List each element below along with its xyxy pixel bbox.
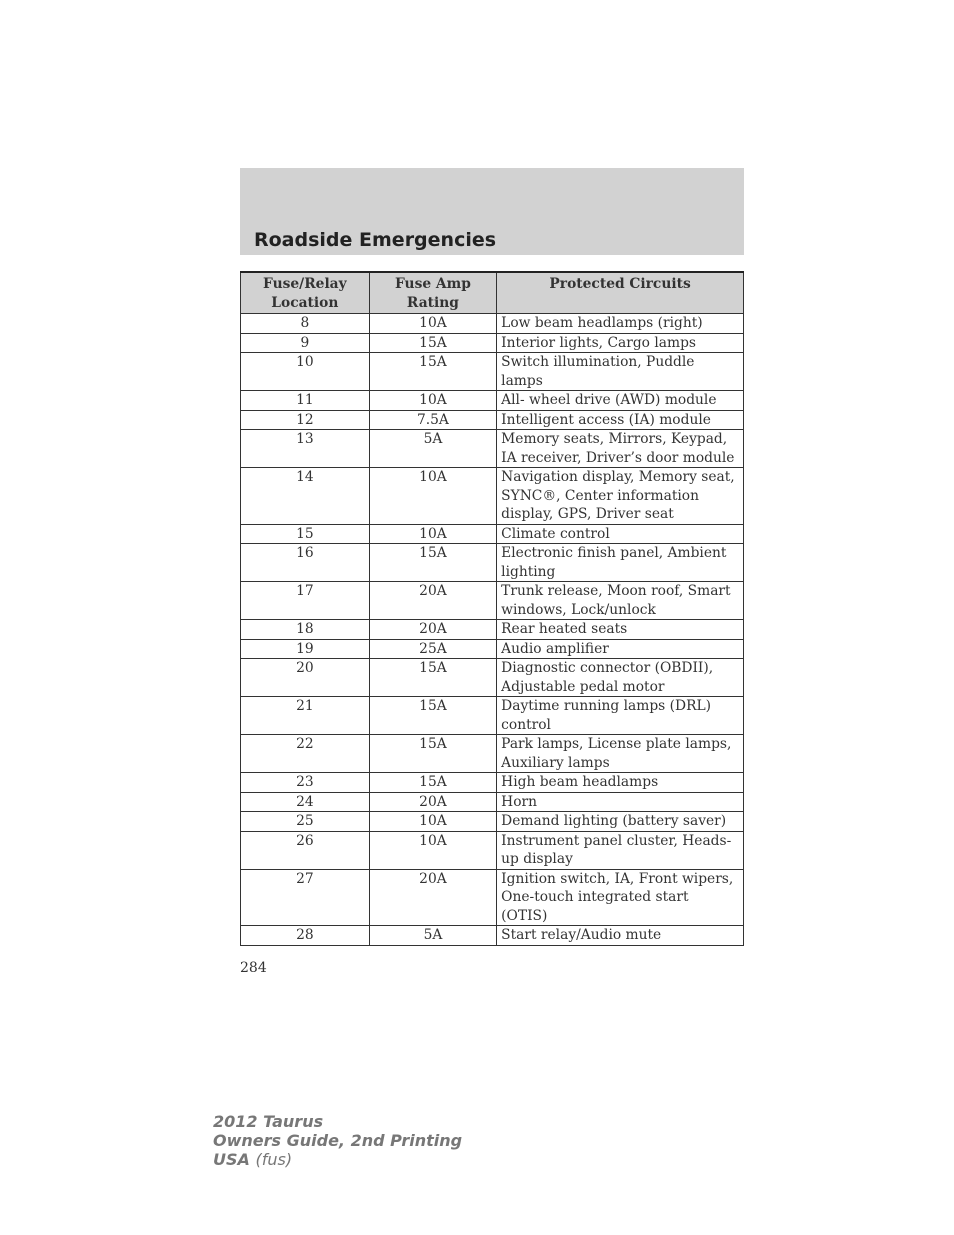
- cell-location: 8: [241, 314, 370, 334]
- cell-rating: 10A: [369, 812, 496, 832]
- cell-location: 21: [241, 697, 370, 735]
- cell-rating: 10A: [369, 524, 496, 544]
- cell-circuits: Demand lighting (battery saver): [497, 812, 744, 832]
- table-row: [241, 544, 744, 582]
- footer: [213, 1112, 462, 1169]
- cell-circuits: Memory seats, Mirrors, Keypad, IA receiver, Driver’s door module: [497, 430, 744, 468]
- cell-location: 20: [241, 659, 370, 697]
- cell-rating: 25A: [369, 639, 496, 659]
- cell-circuits: Navigation display, Memory seat, SYNC®, Center information display, GPS, Driver seat: [497, 468, 744, 525]
- footer-region: [213, 1150, 462, 1169]
- cell-rating: 20A: [369, 792, 496, 812]
- cell-location: 28: [241, 926, 370, 946]
- footer-model: 2012 Taurus: [213, 1112, 324, 1131]
- table-row: [241, 812, 744, 832]
- table-row: [241, 430, 744, 468]
- cell-rating: 15A: [369, 544, 496, 582]
- column-header-rating: Fuse Amp Rating: [369, 272, 496, 314]
- section-header-band: [240, 168, 744, 255]
- cell-location: 14: [241, 468, 370, 525]
- cell-rating: 5A: [369, 926, 496, 946]
- table-row: [241, 697, 744, 735]
- cell-location: 23: [241, 773, 370, 793]
- cell-rating: 15A: [369, 697, 496, 735]
- table-row: [241, 792, 744, 812]
- cell-circuits: Intelligent access (IA) module: [497, 410, 744, 430]
- cell-location: 24: [241, 792, 370, 812]
- cell-circuits: Climate control: [497, 524, 744, 544]
- cell-rating: 10A: [369, 314, 496, 334]
- table-body: [241, 314, 744, 946]
- cell-circuits: Trunk release, Moon roof, Smart windows, Lock/unlock: [497, 582, 744, 620]
- footer-guide: Owners Guide, 2nd Printing: [213, 1131, 463, 1150]
- cell-location: 13: [241, 430, 370, 468]
- table-row: [241, 773, 744, 793]
- table-row: [241, 831, 744, 869]
- cell-location: 22: [241, 735, 370, 773]
- cell-location: 11: [241, 391, 370, 411]
- cell-circuits: High beam headlamps: [497, 773, 744, 793]
- column-header-location: Fuse/Relay Location: [241, 272, 370, 314]
- cell-circuits: Daytime running lamps (DRL) control: [497, 697, 744, 735]
- cell-location: 27: [241, 869, 370, 926]
- table-row: [241, 869, 744, 926]
- cell-rating: 15A: [369, 333, 496, 353]
- cell-circuits: Horn: [497, 792, 744, 812]
- cell-location: 15: [241, 524, 370, 544]
- cell-rating: 15A: [369, 735, 496, 773]
- cell-circuits: Start relay/Audio mute: [497, 926, 744, 946]
- cell-location: 16: [241, 544, 370, 582]
- cell-circuits: Switch illumination, Puddle lamps: [497, 353, 744, 391]
- cell-circuits: Rear heated seats: [497, 620, 744, 640]
- table-row: [241, 314, 744, 334]
- table-header-row: [241, 272, 744, 314]
- footer-country: USA: [213, 1150, 250, 1169]
- cell-location: 18: [241, 620, 370, 640]
- cell-rating: 20A: [369, 869, 496, 926]
- table-row: [241, 524, 744, 544]
- cell-location: 25: [241, 812, 370, 832]
- table-row: [241, 468, 744, 525]
- footer-code: (fus): [255, 1150, 293, 1169]
- table-row: [241, 659, 744, 697]
- table-row: [241, 639, 744, 659]
- cell-location: 10: [241, 353, 370, 391]
- cell-location: 26: [241, 831, 370, 869]
- cell-location: 17: [241, 582, 370, 620]
- cell-circuits: Interior lights, Cargo lamps: [497, 333, 744, 353]
- cell-circuits: Ignition switch, IA, Front wipers, One-touch integrated start (OTIS): [497, 869, 744, 926]
- cell-location: 9: [241, 333, 370, 353]
- table-row: [241, 926, 744, 946]
- cell-circuits: Diagnostic connector (OBDII), Adjustable pedal motor: [497, 659, 744, 697]
- cell-rating: 7.5A: [369, 410, 496, 430]
- table-row: [241, 353, 744, 391]
- cell-circuits: Audio amplifier: [497, 639, 744, 659]
- cell-rating: 10A: [369, 831, 496, 869]
- table-row: [241, 582, 744, 620]
- table-row: [241, 620, 744, 640]
- table-row: [241, 735, 744, 773]
- cell-rating: 15A: [369, 353, 496, 391]
- table-row: [241, 410, 744, 430]
- cell-rating: 20A: [369, 620, 496, 640]
- cell-rating: 15A: [369, 659, 496, 697]
- cell-rating: 10A: [369, 391, 496, 411]
- cell-rating: 10A: [369, 468, 496, 525]
- cell-rating: 15A: [369, 773, 496, 793]
- page-number: 284: [240, 960, 267, 976]
- fuse-table: [240, 271, 744, 946]
- section-title: Roadside Emergencies: [254, 229, 497, 251]
- cell-location: 12: [241, 410, 370, 430]
- cell-circuits: Instrument panel cluster, Heads-up display: [497, 831, 744, 869]
- cell-rating: 5A: [369, 430, 496, 468]
- table-row: [241, 391, 744, 411]
- cell-circuits: Low beam headlamps (right): [497, 314, 744, 334]
- column-header-circuits: Protected Circuits: [497, 272, 744, 314]
- cell-rating: 20A: [369, 582, 496, 620]
- cell-location: 19: [241, 639, 370, 659]
- cell-circuits: Electronic finish panel, Ambient lighting: [497, 544, 744, 582]
- table-row: [241, 333, 744, 353]
- cell-circuits: All- wheel drive (AWD) module: [497, 391, 744, 411]
- cell-circuits: Park lamps, License plate lamps, Auxiliary lamps: [497, 735, 744, 773]
